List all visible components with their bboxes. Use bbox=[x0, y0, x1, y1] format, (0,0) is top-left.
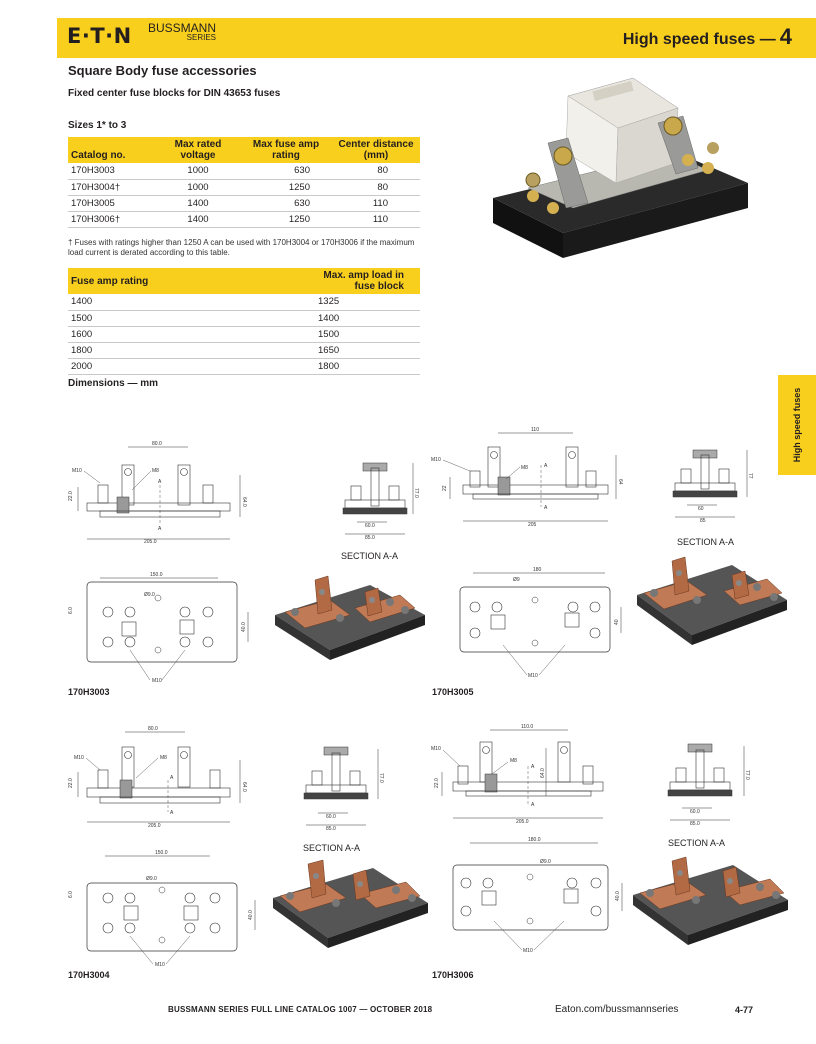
svg-text:40.0: 40.0 bbox=[241, 622, 247, 632]
drawing-170h3003-front bbox=[60, 435, 260, 545]
cell: 170H3005 bbox=[68, 195, 156, 211]
iso-170h3004 bbox=[268, 858, 433, 958]
svg-text:A: A bbox=[544, 463, 548, 469]
svg-text:64.0: 64.0 bbox=[241, 782, 247, 792]
drawing-label-170h3005: 170H3005 bbox=[432, 687, 474, 697]
drawing-170h3006-section bbox=[660, 742, 755, 832]
svg-text:M8: M8 bbox=[510, 758, 517, 764]
svg-text:80.0: 80.0 bbox=[148, 726, 158, 732]
table-row bbox=[68, 294, 420, 310]
page-number: 4-77 bbox=[735, 1005, 754, 1015]
cell: 1500 bbox=[258, 326, 420, 342]
drawing-label-170h3004: 170H3004 bbox=[68, 970, 110, 980]
svg-text:180: 180 bbox=[533, 567, 542, 573]
svg-text:A: A bbox=[544, 505, 548, 511]
svg-text:M10: M10 bbox=[152, 678, 162, 684]
col-header: Max rated voltage bbox=[156, 137, 240, 163]
cell: 170H3004† bbox=[68, 179, 156, 195]
svg-text:205.0: 205.0 bbox=[516, 819, 529, 825]
brand-line2: SERIES bbox=[186, 33, 217, 42]
svg-text:Ø9.0: Ø9.0 bbox=[144, 592, 155, 598]
table-row bbox=[68, 358, 420, 374]
drawing-170h3005-section bbox=[665, 445, 755, 535]
svg-text:M10: M10 bbox=[528, 673, 538, 679]
cell: 110 bbox=[332, 211, 420, 227]
footer-catalog: BUSSMANN SERIES FULL LINE CATALOG 1007 — OCTOBER 2018 bbox=[168, 1005, 433, 1014]
svg-text:Ø9.0: Ø9.0 bbox=[540, 859, 551, 865]
table-header-row bbox=[68, 268, 420, 294]
svg-text:A: A bbox=[170, 810, 174, 816]
drawing-170h3006-front bbox=[428, 722, 628, 832]
svg-text:77.0: 77.0 bbox=[744, 770, 750, 780]
svg-text:Ø9: Ø9 bbox=[513, 577, 520, 583]
header-bar bbox=[57, 18, 816, 58]
cell: 170H3006† bbox=[68, 211, 156, 227]
svg-text:150.0: 150.0 bbox=[150, 572, 163, 578]
table-row bbox=[68, 342, 420, 358]
svg-text:22.0: 22.0 bbox=[68, 491, 74, 501]
svg-text:M10: M10 bbox=[431, 746, 441, 752]
svg-text:85.0: 85.0 bbox=[326, 826, 336, 832]
svg-text:40.0: 40.0 bbox=[248, 910, 254, 920]
svg-text:40.0: 40.0 bbox=[615, 891, 621, 901]
svg-text:85.0: 85.0 bbox=[690, 821, 700, 827]
drawing-label-170h3006: 170H3006 bbox=[432, 970, 474, 980]
svg-text:85: 85 bbox=[700, 518, 706, 524]
cell: 1400 bbox=[258, 310, 420, 326]
table-row bbox=[68, 163, 420, 179]
iso-170h3003 bbox=[270, 570, 430, 670]
svg-text:110: 110 bbox=[531, 427, 539, 433]
svg-text:A: A bbox=[158, 526, 162, 532]
col-header: Catalog no. bbox=[68, 137, 156, 163]
table-header-row bbox=[68, 137, 420, 163]
svg-text:A: A bbox=[531, 764, 535, 770]
svg-text:180.0: 180.0 bbox=[528, 837, 541, 843]
cell: 1500 bbox=[68, 310, 258, 326]
svg-text:40: 40 bbox=[614, 619, 620, 625]
svg-text:M8: M8 bbox=[160, 755, 167, 761]
section-a-a-label: SECTION A-A bbox=[668, 838, 726, 848]
svg-text:85.0: 85.0 bbox=[365, 535, 375, 541]
bussmann-series-logo bbox=[148, 23, 216, 43]
cell: 1800 bbox=[68, 342, 258, 358]
drawing-170h3006-plan bbox=[448, 835, 638, 955]
svg-text:60.0: 60.0 bbox=[326, 814, 336, 820]
cell: 80 bbox=[332, 163, 420, 179]
cell: 1400 bbox=[156, 195, 240, 211]
side-tab-label: High speed fuses bbox=[792, 387, 802, 463]
svg-text:77: 77 bbox=[747, 473, 753, 479]
table-row bbox=[68, 211, 420, 227]
chapter-label: High speed fuses — bbox=[622, 31, 776, 48]
dimensions-heading: Dimensions — mm bbox=[68, 378, 159, 389]
cell: 1400 bbox=[68, 294, 258, 310]
cell: 630 bbox=[240, 195, 332, 211]
drawing-170h3004-plan bbox=[60, 848, 270, 968]
cell: 80 bbox=[332, 179, 420, 195]
drawing-170h3003-plan bbox=[60, 570, 260, 685]
section-a-a-label: SECTION A-A bbox=[303, 843, 361, 853]
svg-text:M10: M10 bbox=[74, 755, 84, 761]
svg-text:M10: M10 bbox=[431, 457, 441, 463]
svg-text:A: A bbox=[170, 775, 174, 781]
page-title: Square Body fuse accessories bbox=[68, 63, 257, 78]
svg-text:205.0: 205.0 bbox=[148, 823, 161, 829]
drawing-170h3004-section bbox=[296, 745, 386, 835]
drawing-170h3005-front bbox=[428, 425, 628, 535]
svg-text:M10: M10 bbox=[72, 468, 82, 474]
table-row bbox=[68, 195, 420, 211]
drawing-170h3004-front bbox=[60, 722, 260, 832]
svg-text:Ø9.0: Ø9.0 bbox=[146, 876, 157, 882]
cell: 1600 bbox=[68, 326, 258, 342]
chapter-number: 4 bbox=[779, 24, 792, 49]
svg-text:A: A bbox=[531, 802, 535, 808]
cell: 1650 bbox=[258, 342, 420, 358]
svg-text:A: A bbox=[158, 479, 162, 485]
col-header: Max. amp load in fuse block bbox=[258, 268, 420, 294]
svg-text:6.0: 6.0 bbox=[68, 891, 74, 898]
svg-text:6.0: 6.0 bbox=[68, 607, 74, 614]
drawing-170h3005-plan bbox=[455, 565, 635, 680]
section-side-tab bbox=[778, 375, 816, 475]
svg-text:77.0: 77.0 bbox=[378, 773, 384, 783]
cell: 1250 bbox=[240, 179, 332, 195]
svg-text:M10: M10 bbox=[523, 948, 533, 954]
svg-text:64.0: 64.0 bbox=[241, 497, 247, 507]
svg-text:110.0: 110.0 bbox=[521, 724, 534, 730]
iso-170h3005 bbox=[632, 555, 792, 655]
page-subtitle: Fixed center fuse blocks for DIN 43653 fuses bbox=[68, 88, 281, 99]
brand-line1: BUSSMANN bbox=[148, 21, 217, 35]
chapter-title bbox=[623, 24, 792, 50]
svg-text:64.0: 64.0 bbox=[540, 768, 546, 778]
col-header: Center distance (mm) bbox=[332, 137, 420, 163]
cell: 2000 bbox=[68, 358, 258, 374]
svg-text:60: 60 bbox=[698, 506, 704, 512]
svg-text:64: 64 bbox=[617, 479, 623, 485]
cell: 1000 bbox=[156, 163, 240, 179]
svg-text:M8: M8 bbox=[521, 465, 528, 471]
svg-text:80.0: 80.0 bbox=[152, 441, 162, 447]
svg-text:77.0: 77.0 bbox=[413, 488, 419, 498]
table-row bbox=[68, 179, 420, 195]
cell: 1800 bbox=[258, 358, 420, 374]
svg-text:22.0: 22.0 bbox=[434, 778, 440, 788]
svg-text:60.0: 60.0 bbox=[365, 523, 375, 529]
svg-text:M8: M8 bbox=[152, 468, 159, 474]
svg-text:205.0: 205.0 bbox=[144, 539, 157, 545]
svg-text:22.0: 22.0 bbox=[68, 778, 74, 788]
derating-table bbox=[68, 268, 420, 375]
sizes-label: Sizes 1* to 3 bbox=[68, 120, 127, 131]
section-a-a-label: SECTION A-A bbox=[341, 551, 399, 561]
cell: 630 bbox=[240, 163, 332, 179]
col-header: Max fuse amp rating bbox=[240, 137, 332, 163]
svg-text:22: 22 bbox=[442, 485, 448, 491]
cell: 1250 bbox=[240, 211, 332, 227]
eaton-logo: E·T·N bbox=[67, 24, 132, 48]
svg-text:60.0: 60.0 bbox=[690, 809, 700, 815]
catalog-table bbox=[68, 137, 420, 228]
svg-text:150.0: 150.0 bbox=[155, 850, 168, 856]
iso-170h3006 bbox=[628, 855, 793, 955]
cell: 1000 bbox=[156, 179, 240, 195]
cell: 1325 bbox=[258, 294, 420, 310]
fuse-block-photo bbox=[488, 68, 758, 268]
col-header: Fuse amp rating bbox=[68, 268, 258, 294]
svg-text:M10: M10 bbox=[155, 962, 165, 968]
table-row bbox=[68, 326, 420, 342]
section-a-a-label: SECTION A-A bbox=[677, 537, 735, 547]
cell: 1400 bbox=[156, 211, 240, 227]
drawing-label-170h3003: 170H3003 bbox=[68, 687, 110, 697]
cell: 170H3003 bbox=[68, 163, 156, 179]
drawing-170h3003-section bbox=[335, 458, 425, 548]
footnote: † Fuses with ratings higher than 1250 A can be used with 170H3004 or 170H3006 if the maximum load current is derated according to this table. bbox=[68, 238, 415, 257]
footer-url-link[interactable]: Eaton.com/bussmannseries bbox=[555, 1004, 679, 1015]
svg-text:205: 205 bbox=[528, 522, 537, 528]
table-row bbox=[68, 310, 420, 326]
cell: 110 bbox=[332, 195, 420, 211]
